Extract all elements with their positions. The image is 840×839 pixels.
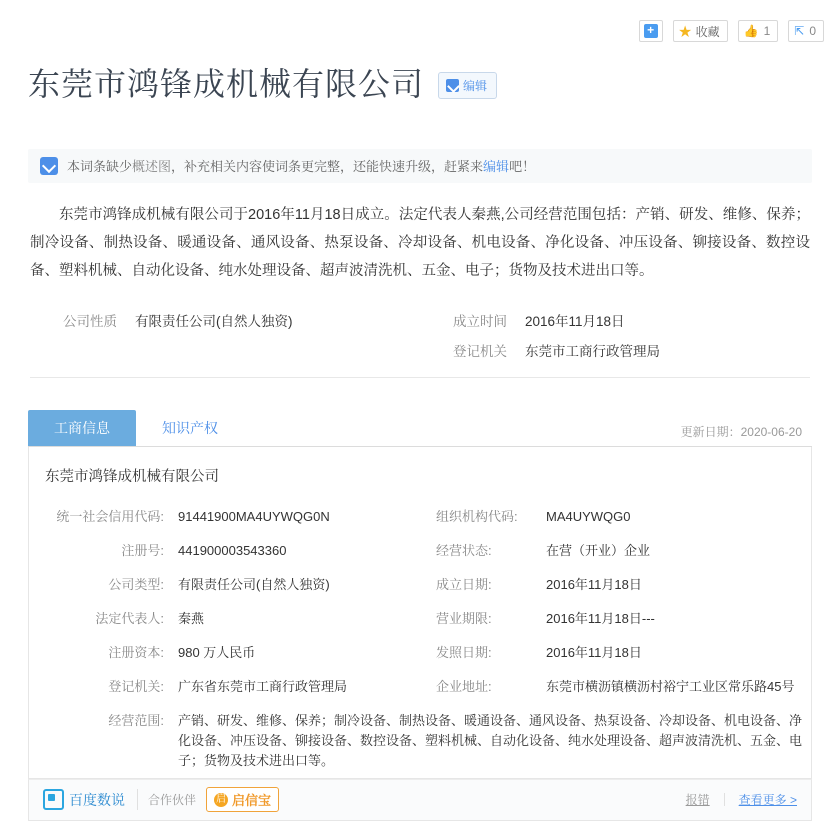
table-row xyxy=(29,534,811,568)
view-more-link[interactable]: 查看更多 > xyxy=(738,793,797,808)
field-value: 东莞市横沥镇横沥村裕宁工业区常乐路45号 xyxy=(546,678,795,694)
basic-info-value: 东莞市工商行政管理局 xyxy=(525,343,660,359)
business-info-panel xyxy=(28,447,812,779)
page-title: 东莞市鸿锋成机械有限公司 xyxy=(28,66,425,103)
share-icon: ⇱ xyxy=(794,24,805,38)
table-row xyxy=(29,568,811,602)
qixinbao-logo-icon: 启 xyxy=(216,793,227,805)
field-label: 经营范围: xyxy=(108,712,164,728)
field-value: 2016年11月18日--- xyxy=(546,610,655,626)
update-date: 更新日期：2020-06-20 xyxy=(680,424,802,439)
basic-info-row xyxy=(30,337,810,367)
collect-label: 收藏 xyxy=(695,24,720,39)
field-label: 成立日期: xyxy=(436,576,492,592)
basic-info-label: 成立时间 xyxy=(453,313,507,329)
notice-text-before: 本词条缺少 xyxy=(67,159,133,175)
field-value: 441900003543360 xyxy=(178,542,287,558)
field-label: 法定代表人: xyxy=(95,610,164,626)
notice-text-after: 吧！ xyxy=(509,159,536,175)
table-row xyxy=(29,636,811,670)
divider xyxy=(724,793,725,806)
report-error-link[interactable]: 报错 xyxy=(685,793,710,808)
like-button[interactable] xyxy=(738,20,779,42)
field-label: 登记机关: xyxy=(108,678,164,694)
field-label: 经营状态: xyxy=(436,542,492,558)
field-value: 广东省东莞市工商行政管理局 xyxy=(178,678,348,694)
share-count: 0 xyxy=(809,24,816,38)
star-icon: ★ xyxy=(678,23,692,39)
basic-info-cell xyxy=(30,307,420,337)
share-button[interactable] xyxy=(788,20,824,42)
brand-label: 百度数说 xyxy=(69,791,125,808)
basic-info-cell xyxy=(420,337,810,367)
qixinbao-label: 启信宝 xyxy=(232,793,272,809)
field-label: 营业期限: xyxy=(436,610,492,626)
tab-business-info[interactable]: 工商信息 xyxy=(28,410,136,446)
field-label: 注册资本: xyxy=(108,644,164,660)
collect-button[interactable] xyxy=(673,20,728,42)
top-action-bar xyxy=(639,20,824,42)
tab-intellectual-property[interactable]: 知识产权 xyxy=(162,419,218,436)
thumbs-up-icon: 👍 xyxy=(743,24,759,38)
business-info-table xyxy=(29,500,811,778)
field-label: 企业地址: xyxy=(436,678,492,694)
basic-info-value: 有限责任公司(自然人独资) xyxy=(135,313,293,329)
basic-info-table xyxy=(30,307,810,378)
table-row xyxy=(29,500,811,534)
basic-info-cell xyxy=(420,307,810,337)
qixinbao-brand[interactable] xyxy=(206,787,279,812)
table-row-scope xyxy=(29,704,811,778)
basic-info-label: 公司性质 xyxy=(63,313,117,329)
add-to-collection-button[interactable] xyxy=(639,20,663,42)
basic-info-cell xyxy=(30,337,420,367)
field-value-scope: 产销、研发、维修、保养；制冷设备、制热设备、暖通设备、通风设备、热泵设备、冷却设备、机电设备、净化设备、冲压设备、铆接设备、数控设备、塑料机械、自动化设备、纯水处理设备、超声波清洗机、五金、电子；货物及技术进出口等。 xyxy=(178,712,803,768)
baidu-shushuo-brand xyxy=(43,789,138,810)
notice-overview-image-link[interactable]: 概述图 xyxy=(132,159,172,175)
lemma-summary: 东莞市鸿锋成机械有限公司于2016年11月18日成立。法定代表人秦燕,公司经营范围包括：产销、研发、维修、保养；制冷设备、制热设备、暖通设备、通风设备、热泵设备、冷却设备、机电设备、净化设备、冲压设备、铆接设备、数控设备、塑料机械、自动化设备、纯水处理设备、超声波清洗机、五金、电子；货物及技术进出口等。 xyxy=(30,206,810,279)
field-value: MA4UYWQG0 xyxy=(546,508,631,524)
data-source-footer xyxy=(28,779,812,821)
field-value: 有限责任公司(自然人独资) xyxy=(178,576,330,592)
field-value: 980 万人民币 xyxy=(178,644,256,660)
basic-info-value: 2016年11月18日 xyxy=(525,313,625,329)
pencil-icon xyxy=(446,79,459,92)
partner-label: 合作伙伴 xyxy=(148,793,197,808)
table-row xyxy=(29,670,811,704)
table-row xyxy=(29,602,811,636)
footer-right xyxy=(686,791,797,808)
basic-info-label: 登记机关 xyxy=(453,343,507,359)
field-value: 2016年11月18日 xyxy=(546,576,642,592)
tab-bar xyxy=(28,408,812,447)
edit-button-label: 编辑 xyxy=(463,78,488,93)
field-label: 发照日期: xyxy=(436,644,492,660)
notice-text-mid: ，补充相关内容使词条更完整，还能快速升级，赶紧来 xyxy=(171,159,484,175)
field-label: 公司类型: xyxy=(108,576,164,592)
like-count: 1 xyxy=(763,24,771,38)
edit-note-icon xyxy=(40,157,58,175)
field-value: 91441900MA4UYWQG0N xyxy=(178,508,330,524)
plus-square-icon: + xyxy=(644,24,658,38)
field-value: 秦燕 xyxy=(178,610,205,626)
field-label: 组织机构代码: xyxy=(436,508,518,524)
missing-image-notice xyxy=(28,149,812,183)
company-name: 东莞市鸿锋成机械有限公司 xyxy=(45,468,219,485)
field-value: 2016年11月18日 xyxy=(546,644,642,660)
field-label: 统一社会信用代码: xyxy=(56,508,164,524)
baidu-logo-icon xyxy=(43,789,64,810)
edit-button[interactable] xyxy=(438,72,497,99)
field-label: 注册号: xyxy=(121,542,164,558)
basic-info-row xyxy=(30,307,810,337)
field-value: 在营（开业）企业 xyxy=(546,542,651,558)
notice-edit-link[interactable]: 编辑 xyxy=(483,159,510,175)
